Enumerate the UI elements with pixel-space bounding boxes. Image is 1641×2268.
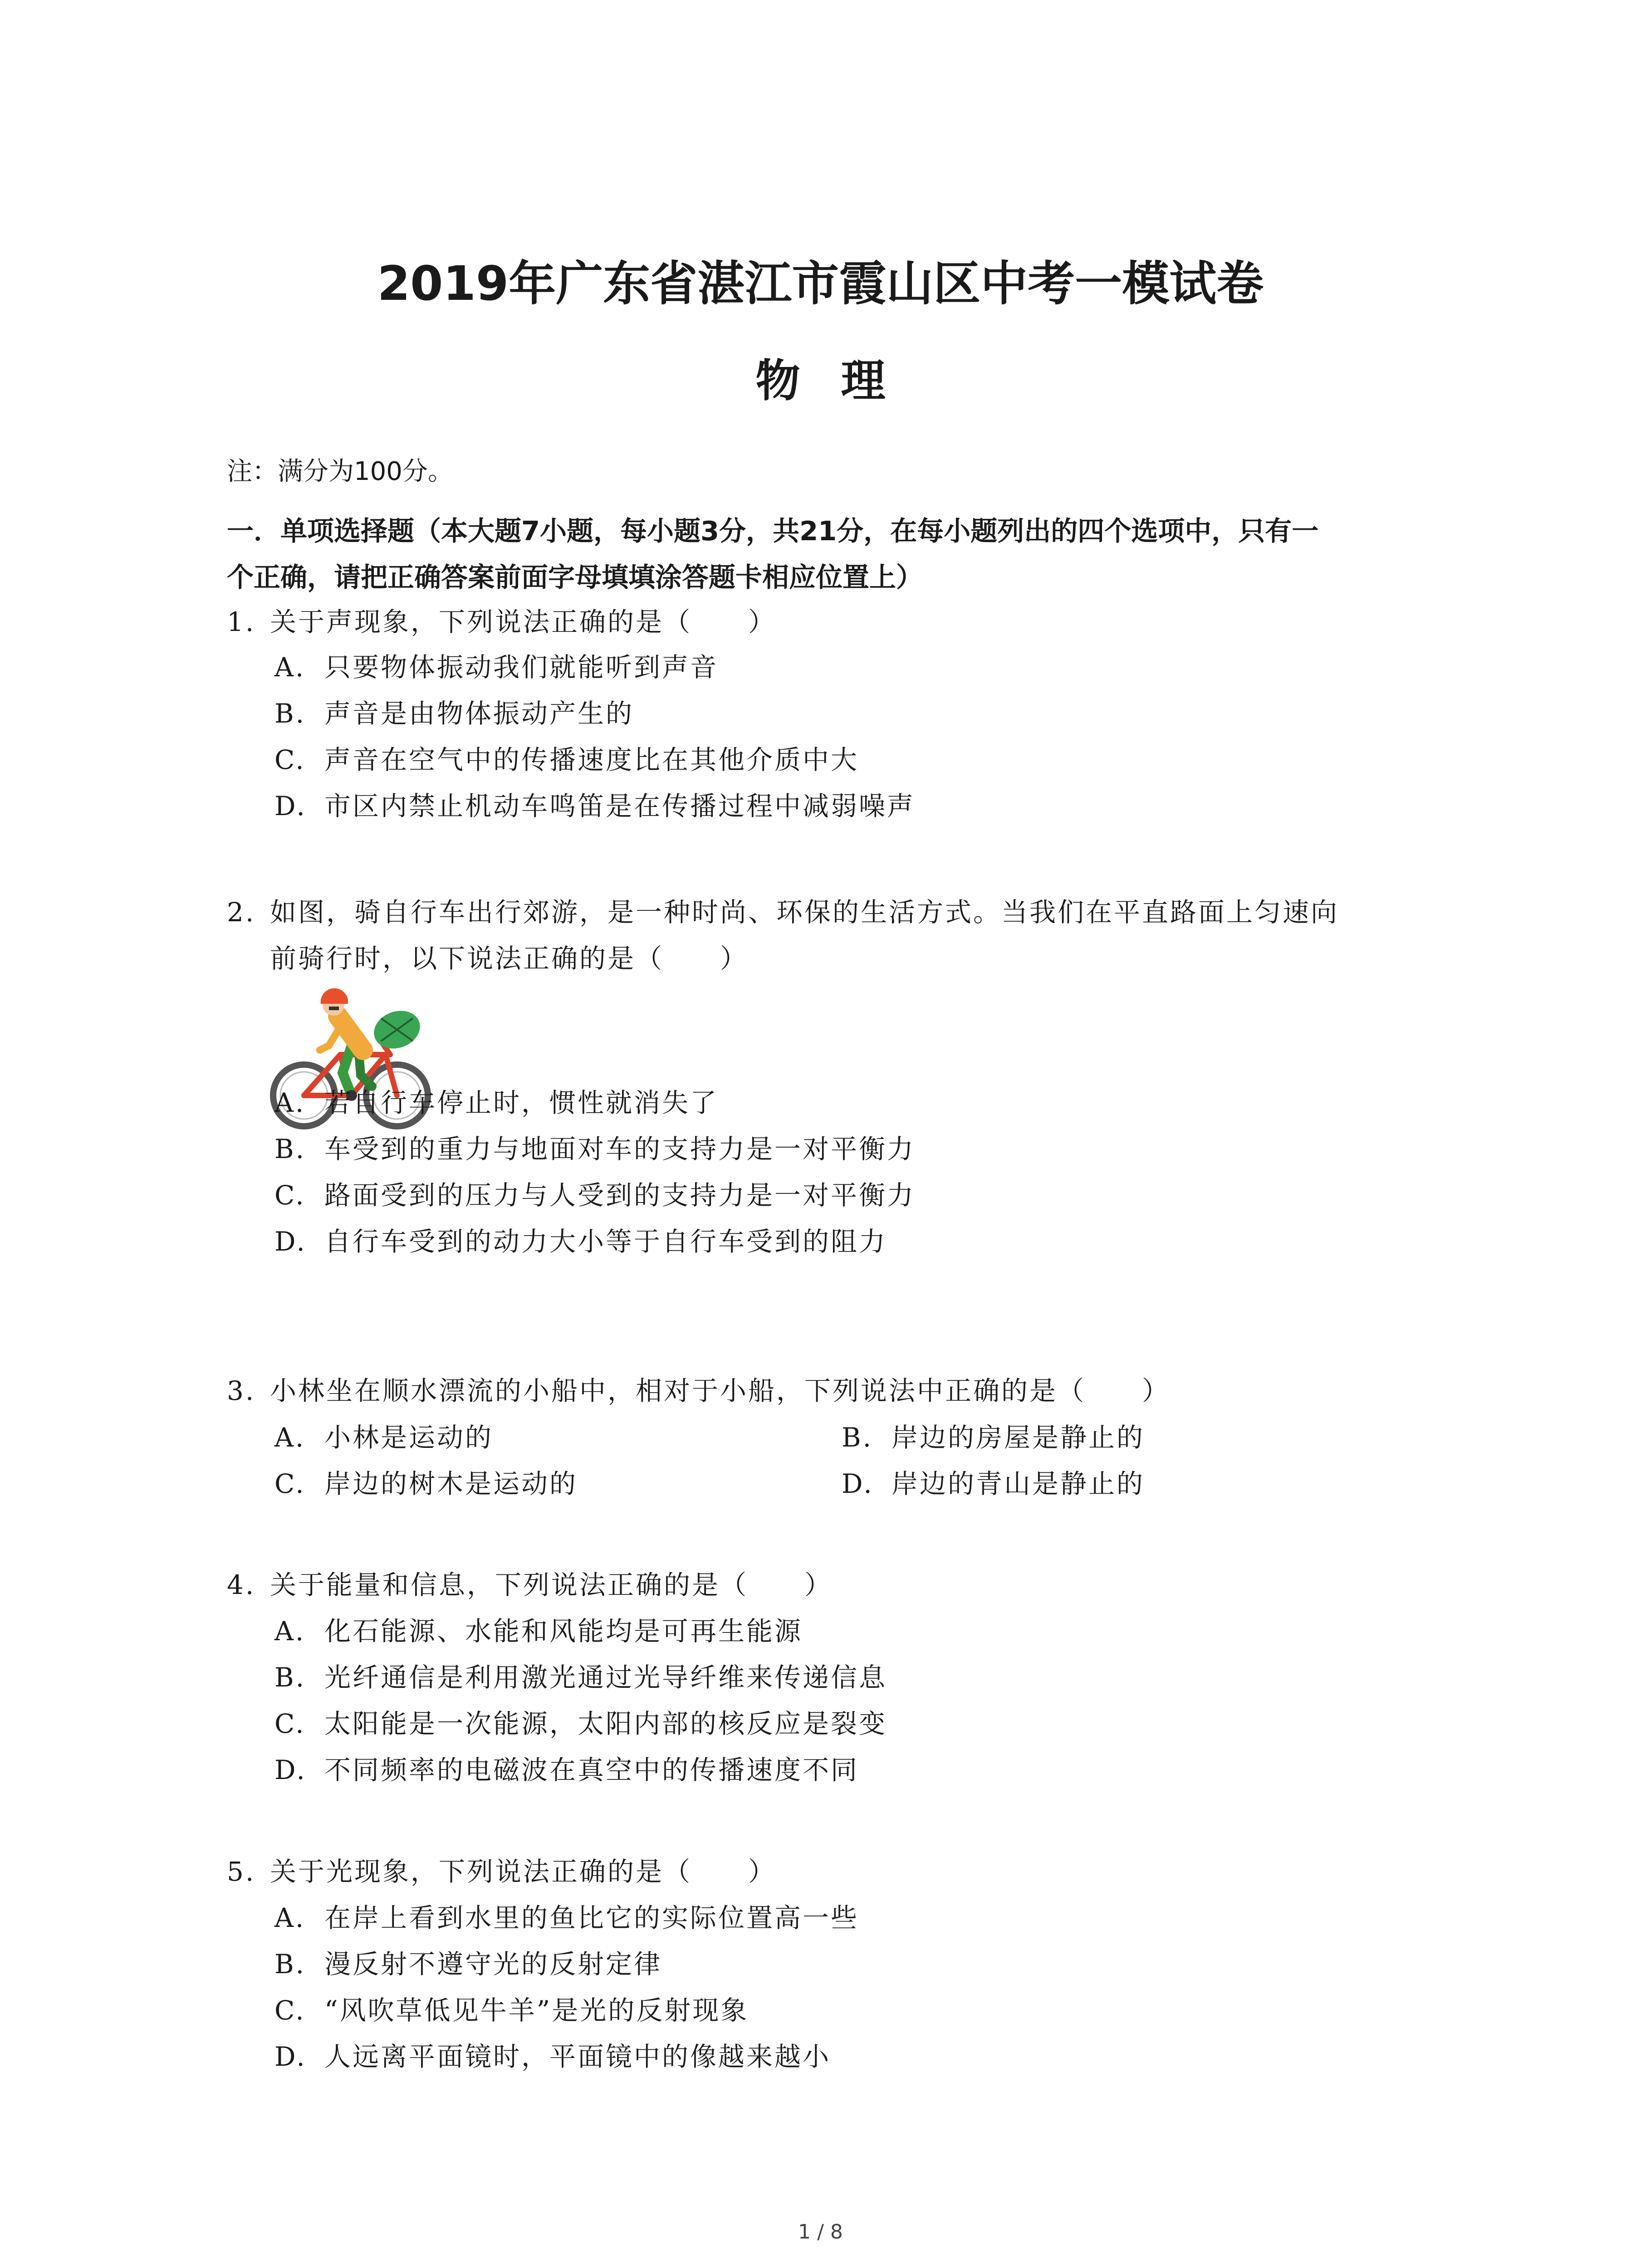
option-text: 漫反射不遵守光的反射定律 xyxy=(324,1949,662,1980)
question-number: 1. xyxy=(227,606,256,637)
question-1-option-d xyxy=(274,783,915,829)
question-text: 小林坐在顺水漂流的小船中，相对于小船，下列说法中正确的是（ ） xyxy=(270,1375,1171,1406)
question-text-continued: 前骑行时，以下说法正确的是（ ） xyxy=(270,943,749,974)
question-3-option-b xyxy=(842,1414,1145,1461)
question-3-option-d xyxy=(842,1461,1145,1507)
question-text: 关于能量和信息，下列说法正确的是（ ） xyxy=(270,1569,833,1600)
option-letter: A. xyxy=(274,1422,306,1453)
question-1-option-a xyxy=(274,644,718,690)
option-letter: A. xyxy=(274,1087,306,1118)
question-4-option-b xyxy=(274,1654,887,1701)
option-letter: D. xyxy=(274,2041,307,2072)
option-letter: A. xyxy=(274,1616,306,1647)
option-text: 声音在空气中的传播速度比在其他介质中大 xyxy=(324,744,859,775)
question-number: 4. xyxy=(227,1569,256,1600)
option-letter: B. xyxy=(274,1949,306,1980)
page-subtitle: 物理 xyxy=(755,355,926,407)
option-letter: C. xyxy=(274,1468,306,1499)
question-text: 如图，骑自行车出行郊游，是一种时尚、环保的生活方式。当我们在平直路面上匀速向 xyxy=(270,897,1339,928)
option-letter: C. xyxy=(274,1708,306,1739)
score-note: 注：满分为100分。 xyxy=(227,457,453,486)
question-2-option-c xyxy=(274,1172,915,1218)
option-text: 市区内禁止机动车鸣笛是在传播过程中减弱噪声 xyxy=(324,791,916,821)
option-text: 太阳能是一次能源，太阳内部的核反应是裂变 xyxy=(324,1708,887,1739)
question-number: 5. xyxy=(227,1856,256,1887)
question-2-stem xyxy=(227,889,1452,982)
question-5-option-c xyxy=(274,1987,749,2033)
option-letter: C. xyxy=(274,1995,306,2026)
option-text: 光纤通信是利用激光通过光导纤维来传递信息 xyxy=(324,1662,887,1693)
question-4-option-a xyxy=(274,1608,803,1654)
option-letter: C. xyxy=(274,1180,306,1211)
page-title: 2019年广东省湛江市霞山区中考一模试卷 xyxy=(377,256,1264,311)
question-3-option-c xyxy=(274,1461,578,1507)
question-1-option-c xyxy=(274,737,859,783)
option-text: 自行车受到的动力大小等于自行车受到的阻力 xyxy=(324,1226,887,1257)
question-number: 2. xyxy=(227,897,256,928)
question-number: 3. xyxy=(227,1375,256,1406)
question-4-option-d xyxy=(274,1747,859,1793)
option-text: 化石能源、水能和风能均是可再生能源 xyxy=(324,1616,803,1647)
section-heading xyxy=(227,508,1461,601)
option-text: 只要物体振动我们就能听到声音 xyxy=(324,652,719,683)
section-heading-line1: 一．单项选择题（本大题7小题，每小题3分，共21分，在每小题列出的四个选项中，只有一 xyxy=(227,515,1319,547)
option-text: 岸边的树木是运动的 xyxy=(324,1468,578,1499)
option-letter: A. xyxy=(274,652,306,683)
question-2-option-b xyxy=(274,1126,915,1172)
question-5-option-a xyxy=(274,1895,859,1941)
option-text: 岸边的青山是静止的 xyxy=(892,1468,1145,1499)
option-letter: B. xyxy=(274,1134,306,1164)
option-letter: B. xyxy=(842,1422,873,1453)
page-number: 1 / 8 xyxy=(798,2220,843,2244)
option-letter: B. xyxy=(274,1662,306,1693)
question-3-option-a xyxy=(274,1414,493,1461)
question-5-option-b xyxy=(274,1941,662,1987)
question-5-option-d xyxy=(274,2033,831,2080)
question-2-option-d xyxy=(274,1218,887,1265)
question-4-stem xyxy=(227,1562,1452,1608)
option-text: 岸边的房屋是静止的 xyxy=(892,1422,1145,1453)
question-text: 关于声现象，下列说法正确的是（ ） xyxy=(270,606,777,637)
question-4-option-c xyxy=(274,1701,887,1747)
option-text: “风吹草低见牛羊”是光的反射现象 xyxy=(324,1995,749,2026)
option-letter: B. xyxy=(274,698,306,729)
option-letter: D. xyxy=(274,1226,307,1257)
option-letter: A. xyxy=(274,1902,306,1933)
option-text: 小林是运动的 xyxy=(324,1422,494,1453)
helmet-icon xyxy=(321,988,348,1004)
option-text: 不同频率的电磁波在真空中的传播速度不同 xyxy=(324,1755,859,1785)
question-2-option-a xyxy=(274,1080,718,1126)
option-letter: D. xyxy=(274,791,307,821)
question-1-stem xyxy=(227,599,1452,645)
option-letter: D. xyxy=(274,1755,307,1785)
question-text: 关于光现象，下列说法正确的是（ ） xyxy=(270,1856,777,1887)
option-text: 车受到的重力与地面对车的支持力是一对平衡力 xyxy=(324,1134,916,1164)
option-text: 若自行车停止时，惯性就消失了 xyxy=(324,1087,719,1118)
question-5-stem xyxy=(227,1848,1452,1895)
option-letter: D. xyxy=(842,1468,874,1499)
question-3-stem xyxy=(227,1368,1452,1414)
option-letter: C. xyxy=(274,744,306,775)
option-text: 在岸上看到水里的鱼比它的实际位置高一些 xyxy=(324,1902,859,1933)
option-text: 路面受到的压力与人受到的支持力是一对平衡力 xyxy=(324,1180,916,1211)
option-text: 声音是由物体振动产生的 xyxy=(324,698,634,729)
question-1-option-b xyxy=(274,690,634,737)
section-heading-line2: 个正确，请把正确答案前面字母填填涂答题卡相应位置上） xyxy=(227,562,923,593)
option-text: 人远离平面镜时，平面镜中的像越来越小 xyxy=(324,2041,831,2072)
